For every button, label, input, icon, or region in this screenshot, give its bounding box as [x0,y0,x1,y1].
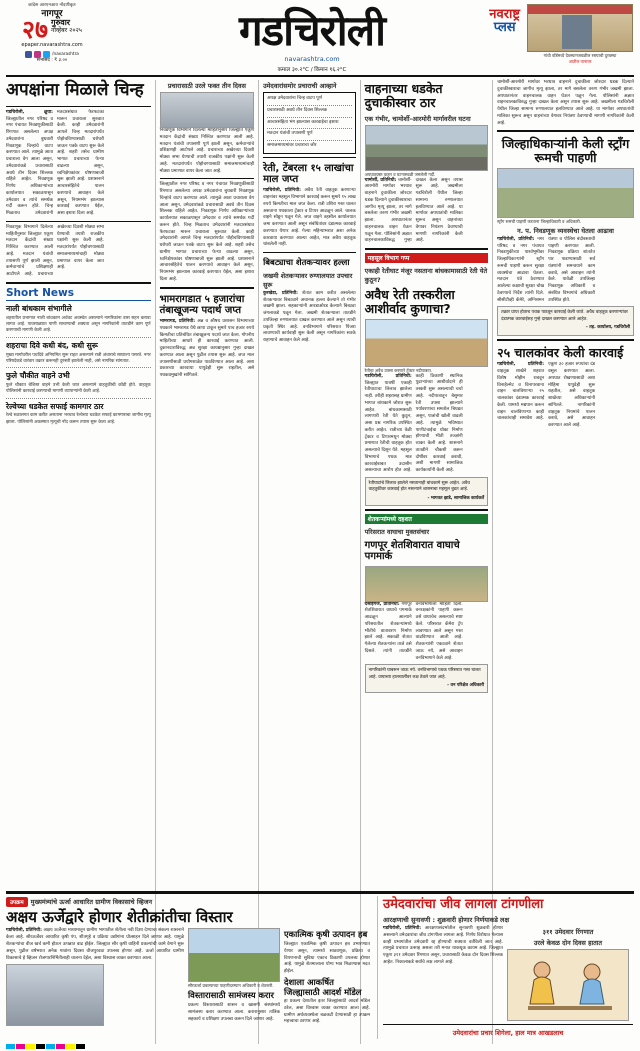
upkram-sub3-body: हा प्रकल्प देशातील इतर जिल्ह्यांसाठी आदर्श मॉडेल ठरेल, असा विश्वास व्यक्त करण्यात आला आहे. ग्रामीण अर्थव्यवस्थेला बळकटी देण्यासाठी हा उपक्रम महत्त्वाचा ठरणार आहे. [284,999,370,1025]
upkram-solar-photo [188,928,280,982]
sand-quote-2-name: - तह. कार्यालय, गडचिरोली [585,325,630,331]
chalak-text: वाहतूक शाखेने शहरात विशेष मोहीम राबवून विनाहेल्मेट व विनापरवाना वाहन चालविणाऱ्या २५ चालकांवर दंडात्मक कारवाई केली. यामध्ये मद्यपान करून वाहन चालविणाऱ्या काही चालकांचाही समावेश आहे. एकूण ३० हजार रुपयांचा दंड वसूल करण्यात आला. अपघात रोखण्यासाठी अशा मोहिमा यापुढेही सुरू राहतील, असे वाहतूक शाखेच्या अधिकाऱ्यांनी सांगितले. नागरिकांनी वाहतूक नियमांचे पालन करावे, असे आवाहन करण्यात आले आहे. [497,362,596,429]
short-news-item-4[interactable] [6,403,151,426]
epaper-link[interactable]: epaper.navarashtra.com [21,42,83,49]
social-handle: /navarashtra [52,51,79,57]
bullet-4: मतदान यंत्रांची तपासणी पूर्ण [267,131,313,137]
upkram-sub2-body: प्रकल्प विस्तारासाठी शासन व खासगी संस्थांमध्ये सामंजस्य करार करण्यात आला. करारानुसार तांत्रिक सहकार्य व प्रशिक्षण उपलब्ध करून दिले जाणार आहे. [188,1003,280,1022]
vahan-dateline: चामोर्शी, प्रतिनिधी: [364,177,397,183]
upkram-text: अक्षय ऊर्जेच्या माध्यमातून ग्रामीण भागातील शेतीला नवी दिशा देण्याचा संकल्प शासनाने केला आहे. सौरऊर्जेवर आधारित कृषी पंप, शीतगृहे व प्रक्रिया उद्योगांना प्रोत्साहन दिले जाणार आहे. यामुळे शेतकऱ्यांचा वीज खर्च कमी होऊन उत्पन्नात वाढ होईल. जिल्ह्यात सौर कृषी वाहिनी प्रकल्पांची कामे वेगाने सुरू असून, पुढील वर्षभरात अनेक गावांना दिवसा वीजपुरवठा उपलब्ध होणार आहे. ऊर्जा आधारित ग्रामीण विकासाचे हे व्हिजन रोजगारनिर्मितीलाही चालना देईल, असा विश्वास व्यक्त करण्यात आला. [6,928,184,961]
short-news-item-1[interactable] [6,305,151,335]
tangi-headline: उमेदवारांचा जीव लागला टांगणीला [383,896,544,912]
tangi-cartoon [507,949,629,1021]
sand-text: जिल्ह्यात यावर्षी एकाही रेतीघाटाचा लिलाव झालेला नाही. तरीही शहरासह ग्रामीण भागात बांधकामे जोरात सुरू आहेत. बांधकामासाठी लागणारी रेती येते कुठून, असा प्रश्न नागरिक उपस्थित करीत आहेत. रात्रीच्या वेळी ट्रॅक्टर व टिप्परमधून मोठ्या प्रमाणात रेतीची वाहतूक होत असल्याचे दिसून येते. महसूल विभागाचे पथक मात्र कारवाईबाबत उदासीन असल्याचा आरोप होत आहे. काही ठिकाणी स्थानिक पुढाऱ्यांच्या आशीर्वादाने ही तस्करी सुरू असल्याची चर्चा आहे. नदीपात्रातून बेसुमार रेती उपसा झाल्याने पर्यावरणाचा समतोल बिघडत असून, पात्रांची खोली वाढली आहे. त्यामुळे भविष्यात पाणीटंचाईचा धोका निर्माण होण्याची भीती तज्ज्ञांनी व्यक्त केली आहे. शासनाने तातडीने चौकशी करून दोषींवर कारवाई करावी, अशी मागणी सामाजिक कार्यकर्त्यांनी केली आहे. [364,373,463,474]
vahan-headline: वाहनाच्या धडकेत दुचाकीस्वार ठार [364,81,443,110]
temperature: कमाल ३०.२°C / किमान १६.२°C [277,67,347,73]
brand-logo [489,8,520,34]
lead-bullets-box [263,92,356,154]
tangi-dateline: गडचिरोली, प्रतिनिधी: [383,926,422,931]
masthead-ad-sub: आतील पानावर [568,59,592,65]
masthead-weekday: गुरुवार [51,17,71,27]
subscribe-label: सभासद : [36,57,53,63]
upkram-sub1-body: जिल्ह्यात एकात्मिक कृषी उत्पादन हब उभारण्यात येणार असून, त्यामध्ये साठवणूक, प्रक्रिया व विपणनाची सुविधा एकाच ठिकाणी उपलब्ध होणार आहे. यामुळे शेतमालाला योग्य भाव मिळण्यास मदत होईल. [284,942,370,975]
reti-dateline: गडचिरोली, प्रतिनिधी: [263,188,301,194]
sand-body [365,374,463,475]
leopard2-kicker: शेतकऱ्यांमध्ये दहशत [365,514,488,524]
sand-strap: एकाही रेतीघाट मंजूर नसताना बांधकामासाठी रेती येते कुठून? [364,267,488,285]
strong-headline: जिल्हाधिकाऱ्यांनी केली स्ट्राँग रूमची पाहणी [501,136,630,165]
lead-col2-text: निवडणूक विभागाने दिलेल्या माहितीनुसार जिल्ह्यात एकूण मतदान केंद्रांची संख्या निश्चित करण्यात आली आहे. मतदान यंत्रांची तपासणी पूर्ण झाली असून, कर्मचाऱ्यांचे प्रशिक्षणही आटोपले आहे. प्रचाराच्या अखेरच्या दिवशी मोठ्या सभा घेण्याची तयारी राजकीय पक्षांनी सुरू केली आहे. मतदारांपर्यंत पोहोचण्यासाठी समाजमाध्यमांचाही मोठ्या प्रमाणात वापर केला जात आहे. [159,128,255,174]
bibat-text: शेतात काम करीत असलेल्या शेतकऱ्यावर बिबट्याने अचानक हल्ला केल्याने तो गंभीर जखमी झाला. सहकाऱ्यांनी आरडाओरड केल्याने बिबट्या जंगलाकडे पळून गेला. जखमी शेतकऱ्याला तातडीने उपजिल्हा रुग्णालयात दाखल करण्यात आले असून त्याची प्रकृती स्थिर आहे. वनविभागाने परिसरात पिंजरा लावण्याची कार्यवाही सुरू केली असून नागरिकांना सतर्क राहण्याचे आवाहन केले आहे. [263,290,356,344]
masthead-day-number: २७ [21,14,48,44]
reti-headline: रेती, टेंबरला १५ लाखांचा माल जप्त [263,162,354,185]
bullet-5: समाजमाध्यमांवर प्रचाराचा जोर [267,143,317,148]
upkram-header [6,896,372,908]
leopard2-quote-text: नागरिकांनी घाबरून जाऊ नये. वनविभागाचे पथक परिसरात गस्त घालत आहे. वाघाच्या हालचालींवर लक्ष ठेवले जात आहे. [368,668,481,680]
tangi-body [383,926,503,967]
tangi-subhead-3: उरले केवळ दोन दिवस हातात [533,939,603,947]
bhamragad-text: अन्न व औषध प्रशासन विभागाच्या पथकाने भामरागड येथे छापा टाकून सुमारे पाच हजार रुपये किमतीचा प्रतिबंधित तंबाखूजन्य पदार्थ जप्त केला. गोपनीय माहितीच्या आधारे ही कारवाई करण्यात आली. दुकानदाराविरुद्ध अन्न सुरक्षा कायद्यानुसार गुन्हा दाखल करण्यात आला असून पुढील तपास सुरू आहे. जप्त माल तपासणीसाठी प्रयोगशाळेत पाठविण्यात आला आहे. अशा प्रकारच्या कारवाया यापुढेही सुरू राहतील, असे पथकप्रमुखांनी सांगितले. [159,318,255,379]
tangi-text: आरक्षणासंदर्भातील सुनावणी शुक्रवारी होणार असल्याने उमेदवारांचा जीव टांगणीला लागला आहे. निर्णय विरोधात गेल्यास काही प्रभागांतील उमेदवारी रद्द होण्याची शक्यता वर्तविली जात आहे. त्यामुळे प्रचारात उत्साह असला तरी मनात धाकधूक कायम आहे. जिल्ह्यात एकूण ३११ उमेदवार रिंगणात असून, प्रचारासाठी केवळ दोन दिवस शिल्लक आहेत. निकालाकडे सर्वांचे लक्ष लागले आहे. [383,926,503,965]
lead-subhead-right: उमेदवारांसमोर प्रचाराची आव्हाने [263,82,337,90]
vahan-body [365,178,463,246]
bhamragad-dateline: भामरागड, प्रतिनिधी: [159,318,196,324]
sand-caption: रेतीचा अवैध उपसा करणारे ट्रॅक्टर नदीपात्रात. [364,367,433,373]
reti-body [263,188,356,249]
vahan-subhead: एक गंभीर, चामोर्शी-आरमोरी मार्गावरील घटना [364,114,471,123]
masthead-left [6,4,98,64]
chalak-body [497,362,595,430]
chalak-headline: २५ चालकांवर केली कारवाई [497,344,624,360]
sand-dateline: गडचिरोली, प्रतिनिधी: [364,373,412,379]
bullet-3: आचारसंहिता भंग झाल्यास कारवाईचा इशारा [267,119,339,125]
sand-quote-2 [497,306,634,335]
cartoon-illustration [508,950,629,1020]
strong-text: नगर परिषद व नगर पंचायत निवडणुकीच्या पार्श्वभूमीवर जिल्हाधिकाऱ्यांनी स्ट्राँग रूमची पाहणी करून सुरक्षा व्यवस्थेचा आढावा घेतला. मतदान यंत्रे ठेवण्यात आलेल्या कक्षाची सुरक्षा चोख ठेवण्याचे निर्देश त्यांनी दिले. सीसीटीव्ही कॅमेरे, अग्निशमन यंत्रणा व पोलिस बंदोबस्ताची पाहणी करण्यात आली. निवडणूक प्रक्रिया शांततेत पार पाडण्यासाठी सर्व यंत्रणांनी समन्वयाने काम करावे, असे आवाहन त्यांनी केले. यावेळी उपजिल्हा निवडणूक अधिकारी व संबंधित विभागांचे अधिकारी उपस्थित होते. [497,236,596,303]
bibat-body [263,291,356,345]
strong-caption: स्ट्राँग रूमची पाहणी करताना जिल्हाधिकारी व अधिकारी. [497,218,582,224]
sand-headline: अवैध रेती तस्करीला आशीर्वाद कुणाचा? [364,287,455,316]
vahan-photo [365,125,488,171]
lead-headline: अपक्षांना मिळाले चिन्ह [6,80,144,100]
upkram-dateline: गडचिरोली, प्रतिनिधी: [6,928,42,934]
bhamragad-headline: भामरागडात ५ हजारांचा तंबाखूजन्य पदार्थ जप्त [159,293,245,316]
website-url[interactable]: navarashtra.com [284,55,340,63]
sand-quote-1-text: रेतीघाटांचे लिलाव झालेले नसतानाही बांधकामे सुरू आहेत. अवैध वाहतुकीवर कारवाई होत नसल्याने शासनाचा महसूल बुडत आहे. [368,481,470,493]
tangi-subhead: आरक्षणाची सुनावणी : शुक्रवारी होणार निर्णयाकडे लक्ष [383,916,510,924]
upkram-strap: मुख्यमंत्र्यांचे ऊर्जा आधारित ग्रामीण विकासाचे व्हिजन [30,897,153,906]
upkram-sub3-head: देशाला आकर्षित जिल्ह्यासाठी आदर्श मॉडेल [284,976,362,997]
bibat-dateline: कुरखेडा, प्रतिनिधी: [263,290,298,296]
sand-quote-1 [365,477,488,506]
social-row [6,51,98,58]
upkram-portrait-photo [6,964,104,1026]
short-news-head: नाली बांधकाम संभागीले [6,303,72,313]
upkram-caption: सौरऊर्जा प्रकल्पाच्या पाहणीदरम्यान अधिकारी व शेतकरी. [188,983,274,989]
instagram-icon[interactable] [34,51,41,58]
short-news-item-3[interactable] [6,372,151,395]
leopard2-headline: गणपूर शेतशिवारात वाघाचे पगमार्क [364,540,460,563]
sand-photo [365,319,488,367]
lead-dateline: गडचिरोली, क्षुधा: [6,109,53,115]
masthead-center [98,4,526,73]
short-news-head: शहराचा दिवे कधी बंद, कधी सुरू [6,340,98,350]
short-news-body: रेल्वे रुळालगत काम करीत असताना भरधाव रेल्वेच्या धडकेत सफाई कामगाराचा जागीच मृत्यू झाला. पोलिसांनी अकस्मात मृत्यूची नोंद करून तपास सुरू केला आहे. [6,413,151,425]
strong-photo [497,168,634,218]
strong-dateline: गडचिरोली, प्रतिनिधी: [497,236,535,242]
upkram-sub1-head: एकात्मिक कृषी उत्पादन हब [284,929,368,940]
leopard2-quote-name: - वन परिक्षेत्र अधिकारी [447,683,485,689]
masthead-photo [527,4,633,52]
lead-body-text: जिल्ह्यातील नगर परिषद व नगर पंचायत निवडणुकीसाठी रिंगणात असलेल्या अपक्ष उमेदवारांना बुधवारी निवडणूक चिन्हांचे वाटप करण्यात आले. त्यामुळे आता प्रचाराला वेग आला असून, उमेदवारांकडे प्रचारासाठी अवघे तीन दिवस शिल्लक राहिले आहेत. निवडणूक निर्णय अधिकाऱ्यांच्या कार्यालयात सकाळपासून उमेदवार व त्यांचे समर्थक गर्दी करून होते. चिन्ह मिळताच उमेदवारांनी मतदारसंघात फेरफटका मारून प्रचाराला सुरुवात केली. काही उमेदवारांनी आपले चिन्ह मतदारांपर्यंत पोहोचविण्यासाठी घरोघरी जाऊन पत्रके वाटप सुरू केले आहे. शहरी तसेच ग्रामीण भागात प्रचाराच्या फेऱ्या वाढल्या असून, ध्वनिक्षेपकांवर घोषणाबाजी सुरू झाली आहे. प्रशासनाने आचारसंहितेचे पालन करण्याचे आवाहन केले असून, नियमभंग झाल्यास कारवाई करण्यात येईल, असा इशारा दिला आहे. [6,109,104,217]
masthead-date-block [6,14,98,44]
leopard2-strap: परिसरात वाघाचा मुक्तसंचार [364,528,430,537]
tangi-subhead-2: ३११ उमेदवार रिंगणात [542,928,594,936]
brand-line-2: प्लस [493,20,516,35]
reti-text: अवैध रेती वाहतूक करणाऱ्या वाहनांवर महसूल विभागाने कारवाई करून सुमारे १५ लाख रुपये किमतीचा माल जप्त केला. रात्री उशिरा गस्त घालत असताना पथकाला ट्रॅक्टर व टिप्पर आढळून आले. चालक वाहने सोडून पळून गेले. जप्त वाहने तहसील कार्यालयात जमा करण्यात आली असून संबंधितांवर दंडात्मक कारवाई करण्यात येणार आहे. गेल्या महिन्याभरात अशा अनेक कारवाया करण्यात आल्या आहेत, मात्र अवैध वाहतूक थांबलेली नाही. [263,188,356,248]
short-news-head: फुले चौकीत वाहने उभी [6,371,70,381]
masthead-ad-caption: गांधी वॉर्डमध्ये देवस्थानजवळील रस्त्याची दुरवस्था [543,53,617,58]
leopard2-quote [365,664,488,693]
masthead-date: नोव्हेंबर २०२५ [51,26,83,34]
brand-line-1: नवराष्ट्र [489,7,520,22]
upkram-body [6,928,184,962]
upkram-sub2-head: विस्तारासाठी सामंजस्य करार [188,990,274,1001]
chalak-dateline: गडचिरोली, प्रतिनिधी: [497,362,545,368]
lead-body-2: निवडणूक विभागाने दिलेल्या माहितीनुसार जिल्ह्यात एकूण मतदान केंद्रांची संख्या निश्चित करण्यात आली आहे. मतदान यंत्रांची तपासणी पूर्ण झाली असून, कर्मचाऱ्यांचे प्रशिक्षणही आटोपले आहे. प्रचाराच्या अखेरच्या दिवशी मोठ्या सभा घेण्याची तयारी राजकीय पक्षांनी सुरू केली आहे. मतदारांपर्यंत पोहोचण्यासाठी समाजमाध्यमांचाही मोठ्या प्रमाणात वापर केला जात आहे. [6,224,104,278]
short-news-item-2[interactable] [6,342,151,365]
price-label: ₹ ३.०० [54,57,68,63]
vahan-caption: अपघातग्रस्त वाहन व घटनास्थळी जमलेली गर्दी. [364,171,436,177]
leopard2-text: गणपूर शेतशिवारात वाघाचे पगमार्क आढळून आल्याने परिसरातील शेतकऱ्यांमध्ये भीतीचे वातावरण निर्माण झाले आहे. सकाळी शेतात गेलेल्या शेतकऱ्यांना ताजे ठसे दिसले. त्यांनी तातडीने वनविभागाला माहिती दिली. वनरक्षकांनी पाहणी करून ठसे वाघाचेच असल्याचे स्पष्ट केले. परिसरात कॅमेरा ट्रॅप लावण्यात आले असून गस्त वाढविण्यात आली आहे. शेतकऱ्यांनी एकट्याने शेतात जाऊ नये, असे आवाहन वनविभागाने केले आहे. [364,601,463,661]
upkram-headline: अक्षय ऊर्जेद्वारे होणार शेतीक्रांतीचा विस्तार [6,907,233,926]
facebook-icon[interactable] [25,51,32,58]
masthead-tagline: कांदेस आरएनआय नोंदणीकृत [28,3,76,8]
leopard2-photo [365,566,488,602]
tangi-block [377,896,633,1039]
cmyk-registration-marks [6,1044,85,1049]
twitter-icon[interactable] [43,51,50,58]
sand-quote-2-text: तक्रार प्राप्त होताच पथक पाठवून कारवाई केली जाते. अवैध वाहतूक करणाऱ्यांवर दंडात्मक कारवाईसह गुन्हे दाखल करण्यात आले आहेत. [501,310,628,322]
bibat-subhead: जखमी शेतकऱ्यावर रुग्णालयात उपचार सुरू [263,271,353,289]
bibat-headline: बिबट्याचा शेतकऱ्यावर हल्ला [263,257,350,268]
upkram-tag: उपक्रम [6,897,28,907]
lead-body [6,110,104,218]
short-news-title: Short News [6,286,74,299]
paper-title: गडचिरोली [238,6,386,55]
bottom-section [6,889,634,1039]
vahan-text: चामोर्शी-आरमोरी मार्गावर भरधाव वाहनाने दुचाकीला जोरदार धडक दिल्याने दुचाकीस्वाराचा जागीच मृत्यू झाला, तर मागे बसलेला तरुण गंभीर जखमी झाला. अपघातानंतर वाहनचालक वाहन घेऊन पळून गेला. पोलिसांनी अज्ञात वाहनचालकाविरुद्ध गुन्हा दाखल केला असून तपास सुरू आहे. जखमीला गडचिरोली येथील जिल्हा सामान्य रुग्णालयात हलविण्यात आले आहे. या मार्गावर अपघातांची मालिका सुरूच असून वाहनांच्या वेगावर नियंत्रण ठेवण्याची मागणी नागरिकांनी केली आहे. [364,177,463,244]
subscription-line [6,59,98,64]
short-news-body: मुख्य मार्गावरील पथदिवे अनियमित सुरू राहत असल्याने रात्री अंधाराचे साम्राज्य पसरते. नगर परिषदेकडे वारंवार तक्रार करूनही दुरुस्ती झालेली नाही, असे नागरिक सांगतात. [6,352,151,364]
short-news-header [6,287,151,301]
strong-subhead: न. प. निवडणूक व्यवस्थेचा घेतला आढावा [517,226,614,235]
bhamragad-body [160,319,254,380]
leopard2-dateline: देसाईगंज, प्रतिनिधी: [364,601,400,607]
strong-body [497,237,595,305]
masthead [6,4,634,77]
leopard2-body [365,602,463,663]
short-news-head: रेल्वेच्या धडकेत सफाई कामगार ठार [6,401,104,411]
short-news-body: फुले चौकात बेशिस्त वाहने उभी केली जात असल्याने वाहतुकीची कोंडी होते. वाहतूक पोलिसांनी कारवाई करण्याची मागणी व्यापाऱ्यांनी केली आहे. [6,383,151,395]
lead-photo [160,92,254,128]
masthead-ad [526,4,634,65]
upkram-block [6,896,372,1039]
lead-col2-text-2: जिल्ह्यातील नगर परिषद व नगर पंचायत निवडणुकीसाठी रिंगणात असलेल्या अपक्ष उमेदवारांना बुधवारी निवडणूक चिन्हांचे वाटप करण्यात आले. त्यामुळे आता प्रचाराला वेग आला असून, उमेदवारांकडे प्रचारासाठी अवघे तीन दिवस शिल्लक राहिले आहेत. निवडणूक निर्णय अधिकाऱ्यांच्या कार्यालयात सकाळपासून उमेदवार व त्यांचे समर्थक गर्दी करून होते. चिन्ह मिळताच उमेदवारांनी मतदारसंघात फेरफटका मारून प्रचाराला सुरुवात केली. काही उमेदवारांनी आपले चिन्ह मतदारांपर्यंत पोहोचविण्यासाठी घरोघरी जाऊन पत्रके वाटप सुरू केले आहे. शहरी तसेच ग्रामीण भागात प्रचाराच्या फेऱ्या वाढल्या असून, ध्वनिक्षेपकांवर घोषणाबाजी सुरू झाली आहे. प्रशासनाने आचारसंहितेचे पालन करण्याचे आवाहन केले असून, नियमभंग झाल्यास कारवाई करण्यात येईल, असा इशारा दिला आहे. [159,182,255,282]
short-news-body: शहरातील प्रभागात नाली बांधकाम अर्धवट अवस्थेत असल्याने नागरिकांना त्रास सहन करावा लागत आहे. पावसाळ्यात पाणी साचण्याची शक्यता असून नागरिकांनी तातडीने काम पूर्ण करण्याची मागणी केली आहे. [6,315,151,334]
bullet-2: प्रचारासाठी अवघे तीन दिवस शिल्लक [267,107,328,113]
short-news-section [6,287,151,426]
lead-subhead-left: प्रचारासाठी उरले फक्त तीन दिवस [167,82,246,90]
tangi-footer-strap: उमेदवारांचा प्रचार शिगेला, हाल मात्र आखडलाच [452,1029,564,1037]
masthead-city: नागपूर [41,8,63,19]
sand-kicker: महसूल विभाग गप्प [365,253,488,263]
col5-filler-top: चामोर्शी-आरमोरी मार्गावर भरधाव वाहनाने दुचाकीला जोरदार धडक दिल्याने दुचाकीस्वाराचा जागीच मृत्यू झाला, तर मागे बसलेला तरुण गंभीर जखमी झाला. अपघातानंतर वाहनचालक वाहन घेऊन पळून गेला. पोलिसांनी अज्ञात वाहनचालकाविरुद्ध गुन्हा दाखल केला असून तपास सुरू आहे. जखमीला गडचिरोली येथील जिल्हा सामान्य रुग्णालयात हलविण्यात आले आहे. या मार्गावर अपघातांची मालिका सुरूच असून वाहनांच्या वेगावर नियंत्रण ठेवण्याची मागणी नागरिकांनी केली आहे. [497,80,634,126]
sand-quote-1-name: - भागवत झाडे, सामाजिक कार्यकर्ते [427,495,485,501]
bullet-1: अपक्ष उमेदवारांना चिन्ह वाटप पूर्ण [267,96,322,101]
